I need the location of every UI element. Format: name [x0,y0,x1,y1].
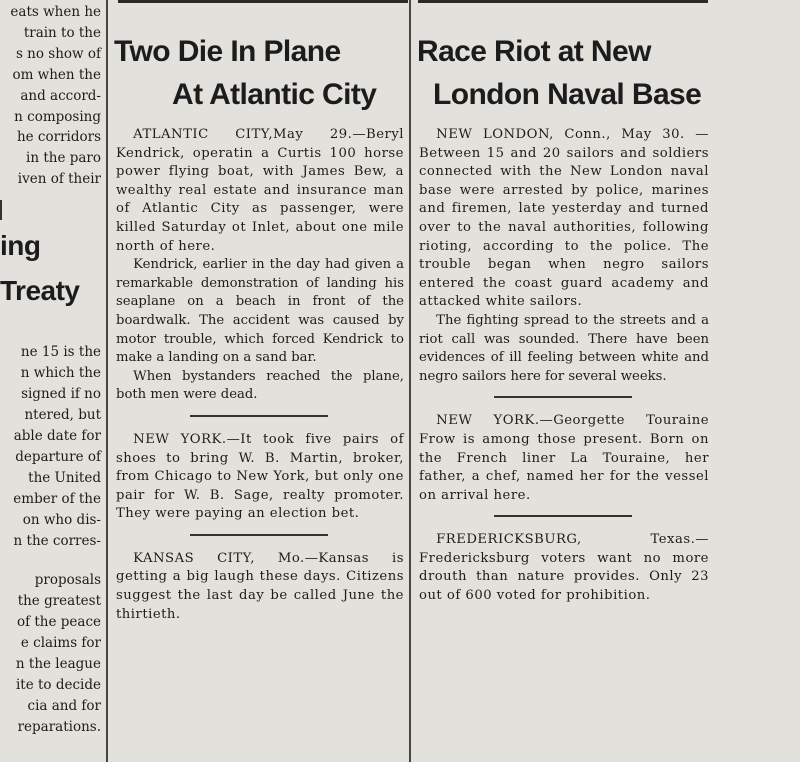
text-line: the United [28,470,101,486]
fragment-rule [0,200,2,220]
headline-fragment: Treaty [0,275,80,306]
text-line: cia and for [27,698,101,714]
text-line: he corridors [16,129,101,145]
text-line: n which the [20,365,101,381]
story-separator [190,415,327,417]
headline-line: Two Die In Plane [114,35,341,68]
middle-column [110,0,408,762]
story-paragraph: ATLANTIC CITY,May 29.—Beryl Kendrick, operatin a Curtis 100 horse power flying boat, with James Bew, a wealthy real estate and insurance man of Atlantic City as passenger, were killed Saturday ot Inlet, about one mile north of here. [116,127,404,254]
story-new-york-shoes [116,431,404,524]
text-line: able date for [13,428,101,444]
story-paragraph: NEW YORK.—It took five pairs of shoes to bring W. B. Martin, broker, from Chicago to New York, but only one pair for W. B. Sage, realty promoter. They were paying an election bet. [116,431,404,522]
headline-line: Race Riot at New [417,35,651,68]
story-paragraph: KANSAS CITY, Mo.—Kansas is getting a big laugh these days. Citizens suggest the last day be called June the thirtieth. [116,550,404,622]
text-line: om when the [12,67,101,83]
text-line: ember of the [13,491,101,507]
text-line: and accord- [20,88,101,104]
text-line: train to the [23,25,101,41]
story-fredericksburg [419,531,709,605]
headline-line: London Naval Base [433,78,702,111]
text-line: s no show of [15,46,101,62]
text-line: ne 15 is the [20,344,101,360]
headline-fragment: ing [0,230,41,261]
story-separator [190,534,327,536]
column-rule-left [106,0,108,762]
story-paragraph: Kendrick, earlier in the day had given a remarkable demonstration of landing his seaplane on a beach in front of the boardwalk. The accident was caused by motor trouble, which forced Kendrick to make a landing on a sand bar. [116,257,404,366]
story-paragraph: FREDERICKSBURG, Texas.—Fredericksburg voters want no more drouth than nature provides. Only 23 out of 600 voted for prohibition. [419,532,709,604]
column-rule-middle [409,0,411,762]
story-paragraph: The fighting spread to the streets and a riot call was sounded. There have been evidences of ill feeling between white and negro sailors here for several weeks. [419,312,709,384]
text-line: e claims for [20,635,101,651]
left-column [0,0,104,762]
text-line: reparations. [17,719,101,735]
text-line: signed if no [21,386,101,402]
text-line: iven of their [17,171,101,187]
text-line: in the paro [26,150,101,166]
text-line: departure of [15,449,101,465]
headline-race-riot [413,30,713,116]
headline-line: At Atlantic City [172,78,377,111]
story-paragraph: NEW LONDON, Conn., May 30. —Between 15 and 20 sailors and soldiers connected with the New London naval base were arrested by police, marines and firemen, late yesterday and turned over to the naval authorities, following rioting, according to the police. The trouble began when negro sailors entered the coast guard academy and attacked white sailors. [419,127,709,310]
text-line: the greatest [17,593,101,609]
story-separator [494,396,632,398]
text-line: n composing [14,109,101,125]
story-kansas-city [116,550,404,624]
text-line: n the corres- [13,533,101,549]
story-new-york-touraine [419,412,709,505]
text-line: on who dis- [22,512,101,528]
text-line: ntered, but [24,407,101,423]
story-atlantic-city [116,126,404,405]
text-line: proposals [34,572,101,588]
text-line: ite to decide [15,677,101,693]
story-paragraph: When bystanders reached the plane, both men were dead. [116,368,404,403]
headline-plane-crash [110,30,408,116]
text-line: n the league [15,656,101,672]
text-line: eats when he [10,4,101,20]
story-new-london [419,126,709,386]
story-separator [494,515,632,517]
right-column [413,0,713,762]
story-paragraph: NEW YORK.—Georgette Touraine Frow is among those present. Born on the French liner La Touraine, her father, a chef, named her for the vessel on arrival here. [419,413,709,503]
text-line: of the peace [16,614,101,630]
